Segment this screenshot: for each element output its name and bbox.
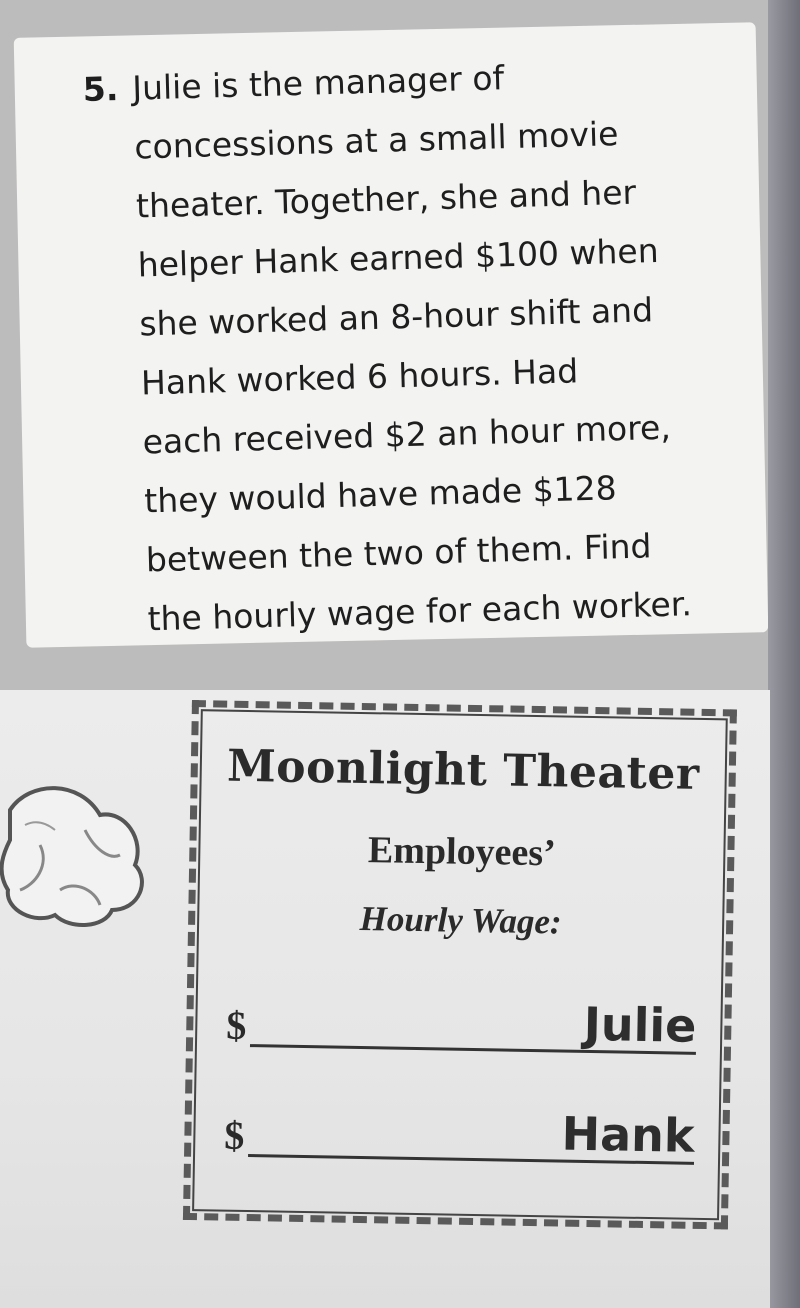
problem-line-text: Julie is the manager of [131,58,505,108]
page-edge [768,0,800,1308]
worker-name-julie: Julie [583,996,697,1053]
popcorn-icon [0,770,150,930]
problem-line: helper Hank earned $100 when [137,230,660,285]
problem-line: between the two of them. Find [145,526,652,580]
wage-row-julie [226,991,697,1059]
sign-title: Moonlight Theater [226,740,700,800]
problem-line: each received $2 an hour more, [142,407,672,462]
problem-line: concessions at a small movie [133,114,619,167]
problem-text [82,42,738,650]
sign-wage-label: Hourly Wage: [359,898,562,942]
problem-line: theater. Together, she and her [135,172,637,226]
wage-row-hank [224,1101,695,1169]
worker-name-hank: Hank [561,1106,695,1163]
sign-subtitle: Employees’ [367,829,557,875]
problem-line: Hank worked 6 hours. Had [140,351,579,403]
dollar-sign: $ [225,1002,247,1048]
problem-line: she worked an 8-hour shift and [138,290,654,344]
problem-number: 5. [82,69,119,109]
problem-line: the hourly wage for each worker. [147,584,693,639]
wage-sign [183,700,737,1229]
dollar-sign: $ [224,1112,245,1158]
problem-line: they would have made $128 [143,468,618,521]
